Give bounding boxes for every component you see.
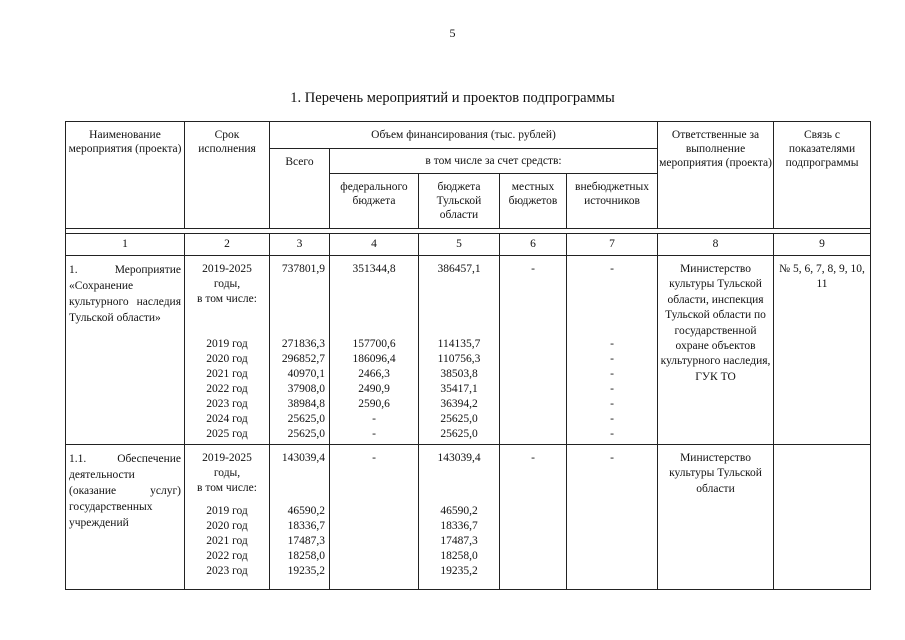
- year-extra: -: [610, 353, 614, 365]
- header-extra: внебюджетных источников: [567, 174, 658, 229]
- header-total: Всего: [270, 149, 330, 229]
- year-total: 37908,0: [287, 383, 325, 395]
- header-federal: федерального бюджета: [330, 174, 419, 229]
- year-regional: 36394,2: [440, 398, 478, 410]
- year-extra: -: [610, 368, 614, 380]
- year-extra: -: [610, 413, 614, 425]
- year-total: 25625,0: [287, 413, 325, 425]
- year-label: 2022 год: [206, 550, 248, 562]
- year-total: 17487,3: [287, 535, 325, 547]
- year-total: 38984,8: [287, 398, 325, 410]
- year-regional: 19235,2: [440, 565, 478, 577]
- year-federal: -: [372, 413, 376, 425]
- column-number: 8: [658, 234, 774, 256]
- year-label: 2021 год: [206, 535, 248, 547]
- year-regional: 25625,0: [440, 428, 478, 440]
- regional-value: 143039,4: [437, 452, 481, 464]
- period: 2019-2025: [202, 263, 252, 275]
- year-regional: 35417,1: [440, 383, 478, 395]
- year-total: 271836,3: [281, 338, 325, 350]
- year-total: 40970,1: [287, 368, 325, 380]
- header-local: местных бюджетов: [500, 174, 567, 229]
- indicator-links: № 5, 6, 7, 8, 9, 10, 11: [779, 263, 865, 291]
- year-regional: 46590,2: [440, 505, 478, 517]
- year-federal: 2490,9: [358, 383, 390, 395]
- year-total: 18258,0: [287, 550, 325, 562]
- year-label: 2020 год: [206, 353, 248, 365]
- year-regional: 18258,0: [440, 550, 478, 562]
- federal-value: -: [372, 452, 376, 464]
- year-regional: 25625,0: [440, 413, 478, 425]
- year-label: 2020 год: [206, 520, 248, 532]
- year-label: 2024 год: [206, 413, 248, 425]
- year-label: 2019 год: [206, 505, 248, 517]
- total-value: 737801,9: [281, 263, 325, 275]
- year-regional: 18336,7: [440, 520, 478, 532]
- responsible-text: Министерство культуры Тульской области: [669, 452, 762, 495]
- year-extra: -: [610, 398, 614, 410]
- year-federal: -: [372, 428, 376, 440]
- year-regional: 114135,7: [437, 338, 481, 350]
- year-regional: 17487,3: [440, 535, 478, 547]
- column-numbers-row: [66, 234, 871, 256]
- table-row: [66, 445, 871, 590]
- column-number: 6: [500, 234, 567, 256]
- period-unit: годы,: [213, 467, 241, 479]
- responsible-text: Министерство культуры Тульской области, инспекция Тульской области по государственной охране объектов культурного наследия, ГУК ТО: [660, 263, 771, 383]
- year-label: 2021 год: [206, 368, 248, 380]
- header-name: Наименование мероприятия (проекта): [66, 122, 185, 229]
- federal-value: 351344,8: [352, 263, 396, 275]
- year-extra: -: [610, 428, 614, 440]
- indicator-links: [774, 445, 870, 451]
- header-regional: бюджета Тульской области: [419, 174, 500, 229]
- extra-value: -: [610, 263, 614, 275]
- year-total: 296852,7: [281, 353, 325, 365]
- column-number: 2: [185, 234, 270, 256]
- year-regional: 38503,8: [440, 368, 478, 380]
- year-extra: -: [610, 338, 614, 350]
- column-number: 5: [419, 234, 500, 256]
- local-value: -: [531, 263, 535, 275]
- measures-table: [65, 121, 871, 590]
- year-federal: 2590,6: [358, 398, 390, 410]
- year-total: 19235,2: [287, 565, 325, 577]
- column-number: 4: [330, 234, 419, 256]
- year-federal: 157700,6: [352, 338, 396, 350]
- measure-name: 1.1. Обеспечение деятельности (оказание услуг) государственных учреждений: [69, 453, 181, 529]
- local-value: -: [531, 452, 535, 464]
- year-total: 25625,0: [287, 428, 325, 440]
- year-label: 2022 год: [206, 383, 248, 395]
- header-term: Срок исполнения: [185, 122, 270, 229]
- year-extra: -: [610, 383, 614, 395]
- page-title: 1. Перечень мероприятий и проектов подпрограммы: [290, 90, 615, 106]
- year-total: 46590,2: [287, 505, 325, 517]
- header-responsible: Ответственные за выполнение мероприятия (проекта): [658, 122, 774, 229]
- header-sources: в том числе за счет средств:: [330, 149, 658, 174]
- period: 2019-2025: [202, 452, 252, 464]
- page-number: 5: [449, 26, 456, 40]
- year-federal: 186096,4: [352, 353, 396, 365]
- regional-value: 386457,1: [437, 263, 481, 275]
- period-including: в том числе:: [197, 293, 257, 305]
- column-number: 9: [774, 234, 871, 256]
- year-label: 2023 год: [206, 398, 248, 410]
- year-label: 2019 год: [206, 338, 248, 350]
- period-including: в том числе:: [197, 482, 257, 494]
- period-unit: годы,: [213, 278, 241, 290]
- total-value: 143039,4: [281, 452, 325, 464]
- extra-value: -: [610, 452, 614, 464]
- year-label: 2025 год: [206, 428, 248, 440]
- year-total: 18336,7: [287, 520, 325, 532]
- header-link: Связь с показателями подпрограммы: [774, 122, 871, 229]
- header-funding: Объем финансирования (тыс. рублей): [270, 122, 658, 149]
- year-federal: 2466,3: [358, 368, 390, 380]
- column-number: 7: [567, 234, 658, 256]
- year-label: 2023 год: [206, 565, 248, 577]
- column-number: 1: [66, 234, 185, 256]
- measure-name: 1. Мероприятие «Сохранение культурного наследия Тульской области»: [69, 264, 181, 324]
- column-number: 3: [270, 234, 330, 256]
- year-regional: 110756,3: [437, 353, 481, 365]
- table-row: [66, 256, 871, 445]
